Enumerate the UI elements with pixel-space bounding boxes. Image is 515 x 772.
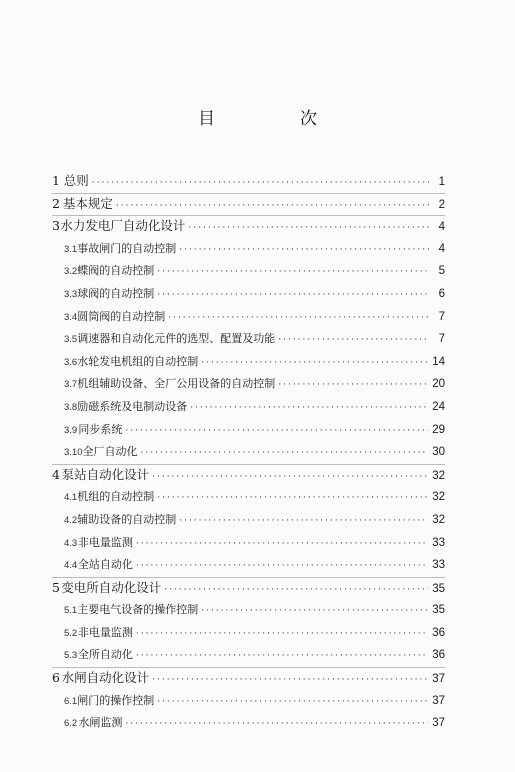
toc-section-entry[interactable] xyxy=(52,712,445,735)
toc-chapter-entry[interactable] xyxy=(52,577,445,600)
toc-entry-page-number: 35 xyxy=(432,582,445,595)
toc-entry-page-number: 37 xyxy=(432,673,445,686)
toc-section-entry[interactable] xyxy=(52,419,445,442)
toc-entry-title: 泵站自动化设计 xyxy=(61,466,150,482)
toc-entry-title: 机组辅助设备、全厂公用设备的自动控制 xyxy=(77,377,276,391)
dot-leader xyxy=(201,600,428,623)
toc-entry-number: 5.1 xyxy=(64,605,78,617)
dot-leader xyxy=(201,352,428,375)
toc-entry-number: 3.7 xyxy=(64,379,78,391)
toc-entry-title: 蝶阀的自动控制 xyxy=(77,264,155,278)
toc-entry-title: 总则 xyxy=(63,173,89,188)
toc-entry-title: 机组的自动控制 xyxy=(77,490,155,504)
toc-section-entry[interactable] xyxy=(52,622,445,645)
toc-entry-title: 水闸自动化设计 xyxy=(61,670,150,686)
dot-leader xyxy=(157,691,428,714)
toc-section-entry[interactable] xyxy=(52,644,445,667)
dot-leader xyxy=(164,579,428,602)
dot-leader xyxy=(125,713,428,736)
dot-leader xyxy=(152,669,428,692)
toc-entry-number: 3 xyxy=(52,218,60,234)
dot-leader xyxy=(136,645,428,668)
toc-section-entry[interactable] xyxy=(52,283,445,306)
toc-entry-page-number: 37 xyxy=(432,694,445,707)
toc-entry-number: 3.6 xyxy=(64,356,78,368)
toc-entry-number: 4.2 xyxy=(64,514,78,526)
toc-section-entry[interactable] xyxy=(52,599,445,622)
toc-entry-title: 闸门的操作控制 xyxy=(77,693,155,707)
dot-leader xyxy=(152,466,428,489)
toc-chapter-entry[interactable] xyxy=(52,193,445,216)
toc-chapter-entry[interactable] xyxy=(52,170,445,193)
toc-entry-number: 3.5 xyxy=(64,334,78,346)
toc-entry-title: 调速器和自动化元件的选型、配置及功能 xyxy=(77,332,276,346)
toc-section-entry[interactable] xyxy=(52,238,445,261)
toc-entry-title: 全所自动化 xyxy=(77,648,133,662)
dot-leader xyxy=(168,307,429,330)
toc-section-entry[interactable] xyxy=(52,328,445,351)
chapter-divider xyxy=(52,215,445,216)
toc-entry-page-number: 7 xyxy=(438,333,445,346)
toc-section-entry[interactable] xyxy=(52,554,445,577)
toc-section-entry[interactable] xyxy=(52,396,445,419)
page-title: 目 次 xyxy=(198,109,351,129)
toc-entry-number: 3.3 xyxy=(64,288,78,300)
toc-chapter-entry[interactable] xyxy=(52,667,445,690)
dot-leader xyxy=(278,329,429,352)
toc-entry-number: 4 xyxy=(52,466,60,482)
toc-section-entry[interactable] xyxy=(52,486,445,509)
toc-entry-number: 5.3 xyxy=(64,650,78,662)
chapter-divider xyxy=(52,193,445,194)
toc-section-entry[interactable] xyxy=(52,441,445,464)
toc-entry-page-number: 29 xyxy=(432,423,445,436)
toc-section-entry[interactable] xyxy=(52,260,445,283)
toc-entry-page-number: 32 xyxy=(432,469,445,482)
dot-leader xyxy=(179,510,428,533)
toc-entry-number: 3.1 xyxy=(64,243,78,255)
toc-section-entry[interactable] xyxy=(52,532,445,555)
toc-entry-page-number: 30 xyxy=(432,446,445,459)
toc-section-entry[interactable] xyxy=(52,509,445,532)
toc-entry-number: 6.2 xyxy=(64,718,78,730)
toc-entry-page-number: 35 xyxy=(432,604,445,617)
chapter-divider xyxy=(52,464,445,465)
dot-leader xyxy=(188,217,429,240)
toc-entry-title: 全站自动化 xyxy=(77,558,133,572)
toc-entry-number: 3.4 xyxy=(64,311,78,323)
chapter-divider xyxy=(52,577,445,578)
toc-entry-number: 6 xyxy=(52,670,60,686)
toc-entry-number: 3.9 xyxy=(64,424,78,436)
toc-entry-page-number: 5 xyxy=(438,265,445,278)
toc-entry-title: 非电量监测 xyxy=(77,535,133,549)
toc-entry-page-number: 14 xyxy=(432,355,445,368)
toc-entry-number: 6.1 xyxy=(64,695,78,707)
toc-entry-number: 4.1 xyxy=(64,492,78,504)
toc-entry-title: 全厂自动化 xyxy=(82,445,138,459)
toc-entry-page-number: 36 xyxy=(432,649,445,662)
toc-entry-number: 5 xyxy=(52,579,60,595)
dot-leader xyxy=(136,555,428,578)
toc-entry-page-number: 33 xyxy=(432,559,445,572)
toc-section-entry[interactable] xyxy=(52,351,445,374)
toc-entry-page-number: 4 xyxy=(438,242,445,255)
chapter-divider xyxy=(52,667,445,668)
toc-entry-number: 5.2 xyxy=(64,627,78,639)
table-of-contents xyxy=(52,170,445,735)
dot-leader xyxy=(136,533,428,556)
toc-entry-title: 主要电气设备的操作控制 xyxy=(77,603,199,617)
toc-entry-page-number: 2 xyxy=(438,198,445,211)
toc-entry-title: 变电所自动化设计 xyxy=(61,579,162,595)
dot-leader xyxy=(157,261,429,284)
toc-entry-number: 4.4 xyxy=(64,560,78,572)
toc-entry-number: 3.2 xyxy=(64,266,78,278)
toc-entry-page-number: 32 xyxy=(432,491,445,504)
toc-entry-title: 圆筒阀的自动控制 xyxy=(77,309,166,323)
toc-entry-page-number: 20 xyxy=(432,378,445,391)
toc-entry-number: 4.3 xyxy=(64,537,78,549)
toc-entry-title: 球阀的自动控制 xyxy=(77,286,155,300)
toc-entry-number: 3.8 xyxy=(64,401,78,413)
dot-leader xyxy=(157,487,428,510)
toc-entry-title: 事故闸门的自动控制 xyxy=(77,241,177,255)
dot-leader xyxy=(136,623,428,646)
dot-leader xyxy=(116,195,429,218)
toc-entry-page-number: 33 xyxy=(432,536,445,549)
dot-leader xyxy=(190,397,428,420)
toc-entry-page-number: 36 xyxy=(432,626,445,639)
toc-entry-page-number: 6 xyxy=(438,287,445,300)
toc-entry-title: 励磁系统及电制动设备 xyxy=(77,399,188,413)
toc-chapter-entry[interactable] xyxy=(52,215,445,238)
toc-entry-page-number: 32 xyxy=(432,513,445,526)
toc-entry-page-number: 24 xyxy=(432,400,445,413)
toc-section-entry[interactable] xyxy=(52,306,445,329)
toc-entry-title: 水闸监测 xyxy=(78,716,123,730)
toc-entry-title: 水力发电厂自动化设计 xyxy=(60,218,186,234)
toc-entry-page-number: 7 xyxy=(438,310,445,323)
dot-leader xyxy=(125,420,428,443)
dot-leader xyxy=(278,374,428,397)
toc-entry-title: 辅助设备的自动控制 xyxy=(77,512,177,526)
dot-leader xyxy=(141,442,429,465)
toc-entry-page-number: 4 xyxy=(438,221,445,234)
toc-chapter-entry[interactable] xyxy=(52,464,445,487)
toc-entry-title: 基本规定 xyxy=(62,195,113,211)
toc-entry-number: 2 xyxy=(52,195,60,211)
toc-entry-number: 3.10 xyxy=(64,447,83,459)
toc-entry-title: 非电量监测 xyxy=(77,625,133,639)
dot-leader xyxy=(157,284,429,307)
toc-entry-title: 水轮发电机组的自动控制 xyxy=(77,354,199,368)
toc-section-entry[interactable] xyxy=(52,373,445,396)
toc-entry-page-number: 37 xyxy=(432,717,445,730)
toc-section-entry[interactable] xyxy=(52,690,445,713)
dot-leader xyxy=(92,172,429,195)
toc-entry-page-number: 1 xyxy=(438,176,445,188)
toc-entry-number: 1 xyxy=(52,173,60,188)
dot-leader xyxy=(179,239,429,262)
toc-entry-title: 同步系统 xyxy=(78,422,123,436)
